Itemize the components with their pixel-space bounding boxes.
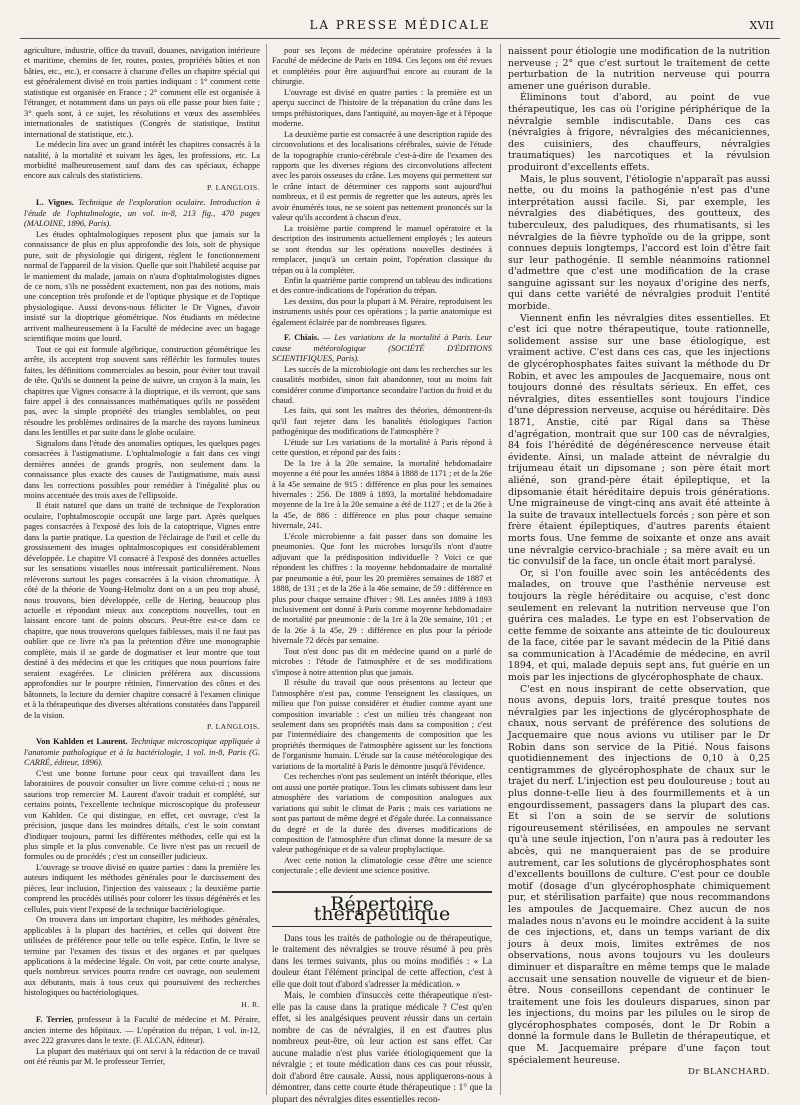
paragraph: C'est une bonne fortune pour ceux qui travaillent dans les laboratoires de pouvoir consulter un livre comme celui-ci ; nous ne saurions trop remercier M. Laurent d'avoir traduit et complété, sur certains points, l'excellente technique microscopique du professeur von Kahlden. Ce qui distingue, en effet, cet ouvrage, c'est la précision, jusque dans les moindres détails, c'est le soin constant d'indiquer toujours, parmi les différentes méthodes, celle qui est la plus simple et la plus convenable. Ce livre n'est pas un recueil de formules ou de procédés ; c'est un conseiller judicieux. — [24, 768, 260, 862]
paragraph: Viennent enfin les névralgies dites essentielles. Et c'est ici que notre thérapeutique, toute rationnelle, solidement assise sur une base étiologique, est vraiment active. C'est dans ces cas, que les injections de glycérophosphates faites suivant la méthode du Dr Robin, et avec les ampoules de Jacquemaire, nous ont toujours donné des résultats sérieux. En effet, ces névralgies, dites essentielles sont toujours l'indice d'une dépression nerveuse, acquise ou héréditaire. Dès 1871, Anstie, cité par Rigal dans sa Thèse d'agrégation, montrait que sur 100 cas de névralgies, 84 fois l'hérédité de dégénérescence nerveuse était évidente. Ainsi, un malade atteint de névralgie du trijumeau était un dipsomane ; son père était mort aliéné, son grand-père était épileptique, et la dipsomanie était héréditaire depuis trois générations. Une migraineuse de vingt-cinq ans avait été atteinte à la suite de travaux intellectuels forcés ; son père et son frère étaient épileptiques, d'autres parents étaient morts fous. Une femme de soixante et onze ans avait une névralgie cervico-brachiale ; sa mère avait eu un tic convulsif de la face, un oncle était mort paralysé. — [508, 312, 770, 568]
paragraph: Il était naturel que dans un traité de technique de l'exploration oculaire, l'ophtalmoscopie occupât une large part. Après quelques pages consacrées à l'exposé des lois de la catoptrique, Vignes entre dans la partie pratique. La question de l'éclairage de l'œil et celle du grossissement des images ophtalmoscopiques est considérablement développée. Le chapitre VI consacré à l'exposé des données actuelles sur les sensations visuelles nous intéressait particulièrement. Nous relèverons surtout les pages consacrées à la vision chromatique. À côté de la théorie de Young-Helmoltz dont on a un peu trop abusé, nous trouvons, bien développée, celle de Hering, beaucoup plus actuelle et répondant mieux aux conceptions nouvelles, tout en laissant encore tant de points obscurs. Peut-être est-ce dans ce chapitre, que nous trouverons quelques faiblesses, mais il ne faut pas oublier que ce livre n'a pas la prétention d'être une monographie complète, mais il se garde de dogmatiser et leur montre que tout destiné à des médecins et que les critiques que nous pourrions faire seraient exagérées. Le clinicien préférera aux discussions approfondies sur le pourpre rétinien, l'innervation des cônes et des bâtonnets, la lecture du dernier chapitre consacré à l'examen clinique et à la thérapeutique des diverses altérations constatées dans l'appareil de la vision. — [24, 501, 260, 720]
journal-title: LA PRESSE MÉDICALE — [309, 18, 491, 32]
paragraph: Tout n'est donc pas dit en médecine quand on a parlé de microbes : l'étude de l'atmosphère et de ses modifications s'impose à notre attention plus que jamais. — [272, 646, 492, 677]
paragraph: C'est en nous inspirant de cette observation, que nous avons, depuis lors, traité presque toutes nos névralgies par les injections de glycérophosphate de chaux, nous servant de préférence des solutions de Jacquemaire que nous avions vu utiliser par le Dr Robin dans son service de la Pitié. Nous faisons quotidiennement des injections de 0,10 à 0,25 centigrammes de glycérophosphate de chaux sur le trajet du nerf. L'injection est peu douloureuse ; tout au plus donne-t-elle lieu à des fourmillements et à un engourdissement, passagers dans la plupart des cas. Et si l'on a soin de se servir de solutions rigoureusement stérilisées, en ampoules ne servant qu'à une seule injection, l'on n'aura pas à redouter les abcès, qui ne manqueraient pas de se produire autrement, car les solutions de glycérophosphates sont d'excellents bouillons de culture. C'est pour ce double motif (dosage d'un glycérophosphate chimiquement pur, et stérilisation parfaite) que nous recommandons les ampoules de Jacquemaire. Chez aucun de nos malades nous n'avons eu le moindre accident à la suite de ces injections, et, dans un temps variant de dix jours à deux mois, limites extrêmes de nos observations, nous avons toujours vu les douleurs diminuer et disparaître en même temps que le malade accusait une sensation nouvelle de vigueur et de bien-être. Nous conseillons cependant de continuer le traitement une fois les douleurs disparues, sinon par les injections, du moins par les pilules ou le sirop de glycérophosphates composés, dont le Dr Robin a donné la formule dans le Bulletin de thérapeutique, et que M. Jacquemaire prépare d'une façon tout spécialement heureuse. — [508, 683, 770, 1066]
paragraph: Il résulte du travail que nous présentons au lecteur que l'atmosphère n'est pas, comme l'enseignent les classiques, un milieu que l'on puisse considérer et étudier comme ayant une composition invariable : c'est un milieu très changeant non seulement dans ses propriétés mais dans sa composition ; c'est par l'intermédiaire des changements de composition que les propriétés thermiques de l'atmosphère agissent sur les fonctions de l'organisme humain. L'étude sur la cause météorologique des variations de la mortalité à Paris le démontre jusqu'à l'évidence. — [272, 678, 492, 771]
paragraph: On trouvera dans un important chapitre, les méthodes générales, applicables à la plupart des bactéries, et celles qui doivent être utilisées de préférence pour telle ou telle espèce. Enfin, le livre se termine par l'examen des tissus et des organes et par quelques applications à la médecine légale. On voit, par cette courte analyse, quels nombreux services pourra rendre cet ouvrage, non seulement aux débutants, mais à tous ceux qui poursuivent des recherches histologiques ou bactériologiques. — [24, 915, 260, 998]
paragraph: agriculture, industrie, office du travail, douanes, navigation intérieure et maritime, chemins de fer, routes, postes, propriétés bâties et non bâties, etc., etc.), et consacre à chacune d'elles un chapitre spécial qui est généralement divisé en trois parties indiquant : 1° comment cette statistique est organisée en France ; 2° comment elle est organisée à l'étranger, et notamment dans un pays où elle passe pour bien faite ; 3° quels sont, à ce sujet, les résolutions et vœux des assemblées internationales de statistiques (Congrès de statistique, Institut international de statistique, etc.). — [24, 46, 260, 139]
paragraph: Les succès de la microbiologie ont dans les recherches sur les causalités morbides, sinon fait abandonner, tout au moins fait considérer comme d'importance secondaire l'action du froid et du chaud. — [272, 364, 492, 405]
review-reference: Technique de l'exploration oculaire. Introduction à l'étude de l'ophtalmologie, un vol. in-8, 213 fig., 470 pages (MALOINE, 1896, Paris). — [24, 198, 260, 229]
signature: P. LANGLOIS. — [206, 722, 260, 731]
paragraph: Signalons dans l'étude des anomalies optiques, les quelques pages consacrées à l'astigmatisme. L'ophtalmologie a fait dans ces vingt dernières années de grands progrès, non seulement dans la connaissance plus exacte des causes de l'astigmatisme, mais aussi dans les corrections possibles pour remédier à l'inégalité plus ou moins accentuée des trois axes de l'ellipsoïde. — [24, 438, 260, 501]
book-review — [24, 737, 260, 1010]
paragraph: Dans tous les traités de pathologie ou de thérapeutique, le traitement des névralgies se trouve résumé à peu près dans les termes suivants, plus ou moins modifiés : « La douleur étant l'élément principal de cette affection, c'est à elle que doit tout d'abord s'adresser la médication. » — [272, 932, 492, 989]
review-reference: — Les variations de la mortalité à Paris. Leur cause météorologique (SOCIÉTÉ D'ÉDITIONS SCIENTIFIQUES, Paris). — [272, 333, 492, 364]
paragraph: La plupart des matériaux qui ont servi à la rédaction de ce travail ont été réunis par M. le professeur Terrier, — [24, 1046, 260, 1067]
signature: P. LANGLOIS. — [206, 182, 260, 192]
paragraph: Tout ce qui est formule algébrique, construction géométrique les arrête, ils acceptent trop souvent sans réfléchir les formules toutes faites, les définitions commerciales au besoin, pour éviter tout travail de tête. Qu'ils se donnent la peine de suivre, un crayon à la main, les chapitres que Vignes consacre à la dioptrique, et ils verront, que sans faire appel à des connaissances mathématiques qu'ils ne possèdent pas, avec la simple propriété des triangles semblables, on peut résoudre les problèmes ordinaires de la marche des rayons lumineux dans les lentilles et par suite dans le globe oculaire. — [24, 344, 260, 438]
section-heading-box — [272, 891, 492, 927]
review-author: L. Vignes. — [36, 198, 74, 208]
page-number: XVII — [749, 18, 774, 32]
paragraph: naissent pour étiologie une modification de la nutrition nerveuse ; 2° que c'est surtout le traitement de cette perturbation de la nutrition nerveuse qui pourra amener une guérison durable. — [508, 46, 770, 92]
review-author: Von Kahlden et Laurent. — [36, 737, 128, 747]
column-divider — [500, 44, 501, 1095]
paragraph: Ces recherches n'ont pas seulement un intérêt théorique, elles ont aussi une portée pratique. Tous les climats subissent dans leur atmosphère des variations de composition analogues aux variations qui subit le climat de Paris ; mais ces variations ne sont pas partout de même degré et d'égale durée. La connaissance du degré et de la durée des diverses modifications de composition de l'atmosphère d'un climat donne la mesure de sa valeur pathogénique et de sa valeur prophylactique. — [272, 772, 492, 855]
column-right — [508, 46, 770, 1095]
paragraph: L'étude sur Les variations de la mortalité à Paris répond à cette question, et répond par des faits : — [272, 437, 492, 458]
review-author: F. Chiais. — [284, 333, 320, 343]
book-review — [272, 333, 492, 877]
paragraph: L'ouvrage se trouve divisé en quatre parties : dans la première les auteurs indiquent les méthodes générales pour le durcissement des pièces, leur inclusion, l'injection des vaisseaux ; la deuxième partie comprend les procédés utilisés pour colorer les tissus dégénérés et les cellules, puis vient l'exposé de la technique bactériologique. — [24, 862, 260, 914]
paragraph: Mais, le plus souvent, l'étiologie n'apparaît pas aussi nette, ou du moins la pathogénie n'est pas d'une interprétation aussi facile. Si, par exemple, les névralgies des diabétiques, des goutteux, des tuberculeux, des paludiques, des rhumatisants, si les névralgies de la fièvre typhoïde ou de la grippe, sont connues depuis longtemps, l'accord est loin d'être fait sur leur pathogénie. Il semble néanmoins rationnel d'admettre que c'est une modification de la crase sanguine agissant sur les noyaux d'origine des nerfs, qui dans cette variété de névralgies produit l'entité morbide. — [508, 173, 770, 313]
review-author: F. Terrier, — [36, 1015, 74, 1025]
paragraph: pour ses leçons de médecine opératoire professées à la Faculté de médecine de Paris en 1894. Ces leçons ont été revues et complétées pour être aujourd'hui encore au courant de la chirurgie. — [272, 46, 492, 87]
paragraph: Éliminons tout d'abord, au point de vue thérapeutique, les cas où l'origine périphérique de la névralgie semble indiscutable. Dans ces cas (névralgies à frigore, névralgies des mécaniciennes, des cuisiniers, des chauffeurs, névralgies traumatiques) les narcotiques et la révulsion produiront d'excellents effets. — [508, 92, 770, 173]
column-left — [24, 46, 260, 1095]
column-middle — [272, 46, 492, 1104]
paragraph: L'école microbienne a fait passer dans son domaine les pneumonies. Que font les microbes lorsqu'ils n'ont d'autre adjuvant que la prédisposition individuelle ? Voici ce que répondent les chiffres : la moyenne hebdomadaire de mortalité par pneumonie a été, pour les 20 premières semaines de 1887 et 1888, de 131 ; et de la 26e à la 46e semaine, de 59 : différence en plus pour chaque semaine d'hiver : 98. Les années 1889 à 1893 inclusivement ont donné à Paris comme moyenne hebdomadaire de mortalité par pneumonie : de la 1re à la 20e semaine, 101 ; et de la 26e à la 45e, 29 : différence en plus pour la période hivernale 72 décès par semaine. — [272, 531, 492, 646]
paragraph: De la 1re à la 20e semaine, la mortalité hebdomadaire moyenne a été pour les années 1884 à 1888 de 1171 ; et de la 26e à la 45e semaine de 915 : différence en plus pour les semaines hivernales : 256. De 1889 à 1893, la mortalité hebdomadaire moyenne de la 1re à la 20e semaine a été de 1127 ; et de la 26e à la 45e, de 886 : différence en plus pour chaque semaine hivernale, 241. — [272, 458, 492, 531]
paragraph: Les faits, qui sont les maîtres des théories, démontrent-ils qu'il faut rejeter dans les banalités étiologiques l'action pathogénique des modifications de l'atmosphère ? — [272, 406, 492, 437]
section-title: Répertoire thérapeutique — [313, 892, 451, 926]
page-header — [20, 14, 780, 36]
paragraph: Enfin la quatrième partie comprend un tableau des indications et des contre-indications de l'opération du trépan. — [272, 275, 492, 296]
paragraph: Mais, le combien d'insuccès cette thérapeutique n'est-elle pas la cause dans la pratique médicale ? C'est qu'en effet, si les analgésiques peuvent réussir dans un certain nombre de cas de névralgies, il en est d'autres plus nombreux peut-être, où leur action est sans effet. Car aucune maladie n'est plus variée étiologiquement que la névralgie ; et toute médication dans ces cas pour réussir, doit d'abord être causale. Aussi, nous appliquerons-nous à démontrer, dans cette courte étude thérapeutique : 1° que la plupart des névralgies dites essentielles recon- — [272, 990, 492, 1104]
review-reference: professeur à la Faculté de médecine et M. Péraire, ancien interne des hôpitaux. — L'opération du trépan, 1 vol. in-12, avec 222 gravures dans le texte. (F. ALCAN, éditeur). — [24, 1015, 260, 1046]
paragraph: La troisième partie comprend le manuel opératoire et la description des instruments actuellement employés ; les auteurs se sont étendus sur les opérations nouvelles destinées à remplacer, jusqu'à un certain point, l'opération classique du trépan ou à la compléter. — [272, 223, 492, 275]
paragraph: Les dessins, dus pour la plupart à M. Péraire, reproduisent les instruments usités pour ces opérations ; la partie anatomique est également éclairée par de nombreuses figures. — [272, 296, 492, 327]
book-review — [24, 1015, 260, 1067]
signature: Dr BLANCHARD. — [687, 1067, 770, 1078]
paragraph: L'ouvrage est divisé en quatre parties : la première est un aperçu succinct de l'histoire de la trépanation du crâne dans les temps préhistoriques, dans l'antiquité, au moyen-âge et à l'époque moderne. — [272, 87, 492, 129]
paragraph: Or, si l'on fouille avec soin les antécédents des malades, on trouve que l'asthénie nerveuse est toujours la règle héréditaire ou acquise, c'est donc seulement en relevant la nutrition nerveuse que l'on guérira ces malades. Le type en est l'observation de cette femme de soixante ans atteinte de tic douloureux de la face, citée par le savant médecin de la Pitié dans sa communication à l'Académie de médecine, en avril 1894, et qui, malade depuis sept ans, fut guérie en un mois par les injections de glycérophosphate de chaux. — [508, 567, 770, 684]
paragraph: Avec cette notion la climatologie cesse d'être une science conjecturale ; elle devient une science positive. — [272, 855, 492, 876]
column-divider — [266, 44, 267, 1095]
paragraph: Les études ophtalmologiques reposent plus que jamais sur la connaissance de plus en plus approfondie des lois, soit de physique pure, soit de physiologie qui dirigent, règlent le fonctionnement normal de l'appareil de la vision. Quelle que soit l'habileté acquise par le maniement du malade, jamais on n'aura d'ophtalmologistes dignes de ce nom, s'ils ne possèdent exactement, non pas des notions, mais une conception très profonde et de l'optique physique et de l'optique physiologique. Aussi devons-nous féliciter le Dr Vignes, d'avoir insisté sur la dioptrique géométrique. Nos étudiants en médecine arrivent malheureusement à la Faculté de médecine avec un bagage scientifique moins que lourd. — [24, 229, 260, 344]
review-reference: Technique microscopique appliquée à l'anatomie pathologique et à la bactériologie, 1 vol. in-8, Paris (G. CARRÉ, éditeur, 1896). — [24, 737, 261, 768]
paragraph: Le médecin lira avec un grand intérêt les chapitres consacrés à la natalité, à la mortalité et suivant les âges, les professions, etc. La morbidité malheureusement sauf dans des cas spéciaux, échappe encore aux calculs des statisticiens. — [24, 140, 260, 181]
paragraph: La deuxième partie est consacrée à une description rapide des circonvolutions et des localisations cérébrales, suivie de l'étude de la topographie cranio-cérébrale c'est-à-dire de l'examen des rapports que les diverses régions des circonvolutions affectent avec les parois osseuses du crâne. Les moyens qui permettent sur le crâne intact de déterminer ces rapports sont aujourd'hui nombreux, et il est permis de regretter que les auteurs, après les avoir énumérés tous, ne se soient pas nettement prononcés sur la valeur qu'ils accordent à chacun d'eux. — [272, 129, 492, 223]
book-review — [24, 198, 260, 732]
article-body — [272, 933, 492, 1105]
header-rule — [20, 38, 780, 39]
signature: H. R. — [241, 999, 260, 1009]
